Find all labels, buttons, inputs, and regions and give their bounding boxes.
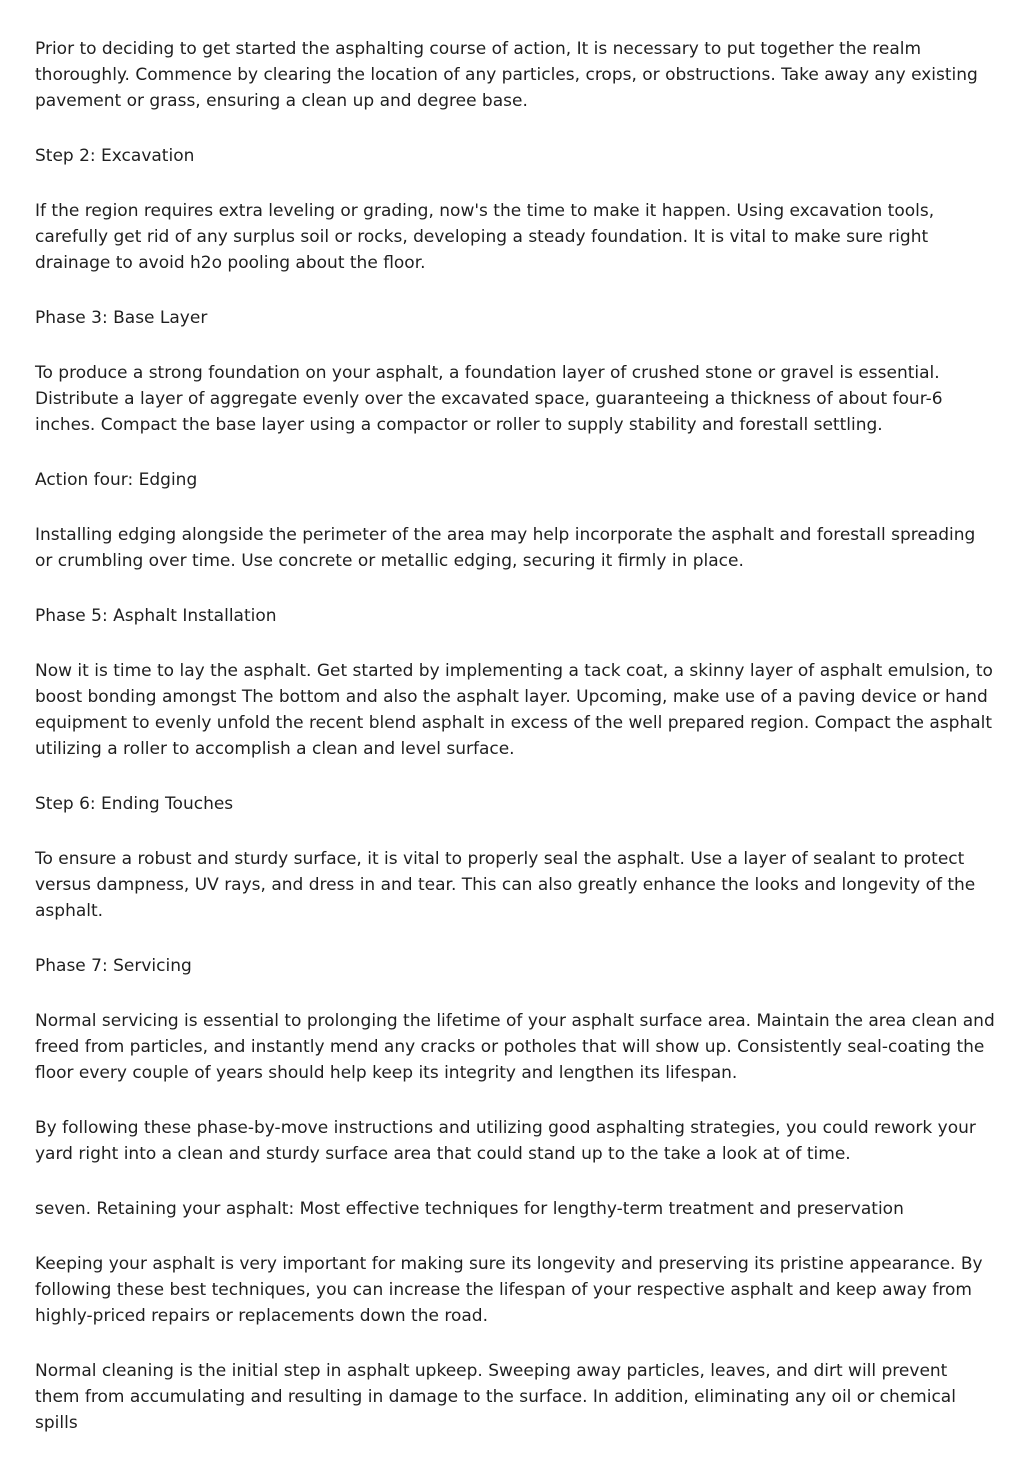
phase-7-heading: Phase 7: Servicing xyxy=(35,956,192,976)
phase-5-heading: Phase 5: Asphalt Installation xyxy=(35,606,277,626)
base-layer-paragraph: To produce a strong foundation on your asphalt, a foundation layer of crushed stone or gravel is essential. Distribute a layer of aggregate evenly over the excavated space, guaranteeing a thickness of about four-6 inches. Compact the base layer using a compactor or roller to supply stability and forestall settling. xyxy=(35,363,943,435)
document-page xyxy=(35,36,995,1465)
asphalt-installation-paragraph: Now it is time to lay the asphalt. Get started by implementing a tack coat, a skinny layer of asphalt emulsion, to boost bonding amongst The bottom and also the asphalt layer. Upcoming, make use of a paving device or hand equipment to evenly unfold the recent blend asphalt in excess of the well prepared region. Compact the asphalt utilizing a roller to accomplish a clean and level surface. xyxy=(35,661,993,759)
section-seven-heading: seven. Retaining your asphalt: Most effective techniques for lengthy-term treatment and preservation xyxy=(35,1199,904,1219)
conclusion-paragraph: By following these phase-by-move instructions and utilizing good asphalting strategies, you could rework your yard right into a clean and sturdy surface area that could stand up to the take a look at of time. xyxy=(35,1118,976,1164)
phase-3-heading: Phase 3: Base Layer xyxy=(35,308,208,328)
intro-paragraph: Prior to deciding to get started the asphalting course of action, It is necessary to put together the realm thoroughly. Commence by clearing the location of any particles, crops, or obstructions. Take away any existing pavement or grass, ensuring a clean up and degree base. xyxy=(35,39,978,111)
step-2-heading: Step 2: Excavation xyxy=(35,146,195,166)
excavation-paragraph: If the region requires extra leveling or grading, now's the time to make it happen. Using excavation tools, carefully get rid of any surplus soil or rocks, developing a steady foundation. It is vital to make sure right drainage to avoid h2o pooling about the floor. xyxy=(35,201,935,273)
edging-paragraph: Installing edging alongside the perimeter of the area may help incorporate the asphalt and forestall spreading or crumbling over time. Use concrete or metallic edging, securing it firmly in place. xyxy=(35,525,976,571)
servicing-paragraph: Normal servicing is essential to prolonging the lifetime of your asphalt surface area. Maintain the area clean and freed from particles, and instantly mend any cracks or potholes that will show up. Consistently seal-coating the floor every couple of years should help keep its integrity and lengthen its lifespan. xyxy=(35,1011,995,1083)
cleaning-paragraph: Normal cleaning is the initial step in asphalt upkeep. Sweeping away particles, leaves, and dirt will prevent them from accumulating and resulting in damage to the surface. In addition, eliminating any oil or chemical spills xyxy=(35,1361,956,1433)
action-four-heading: Action four: Edging xyxy=(35,470,198,490)
maintenance-intro-paragraph: Keeping your asphalt is very important for making sure its longevity and preserving its pristine appearance. By following these best techniques, you can increase the lifespan of your respective asphalt and keep away from highly-priced repairs or replacements down the road. xyxy=(35,1254,983,1326)
step-6-heading: Step 6: Ending Touches xyxy=(35,794,234,814)
ending-touches-paragraph: To ensure a robust and sturdy surface, it is vital to properly seal the asphalt. Use a layer of sealant to protect versus dampness, UV rays, and dress in and tear. This can also greatly enhance the looks and longevity of the asphalt. xyxy=(35,849,976,921)
